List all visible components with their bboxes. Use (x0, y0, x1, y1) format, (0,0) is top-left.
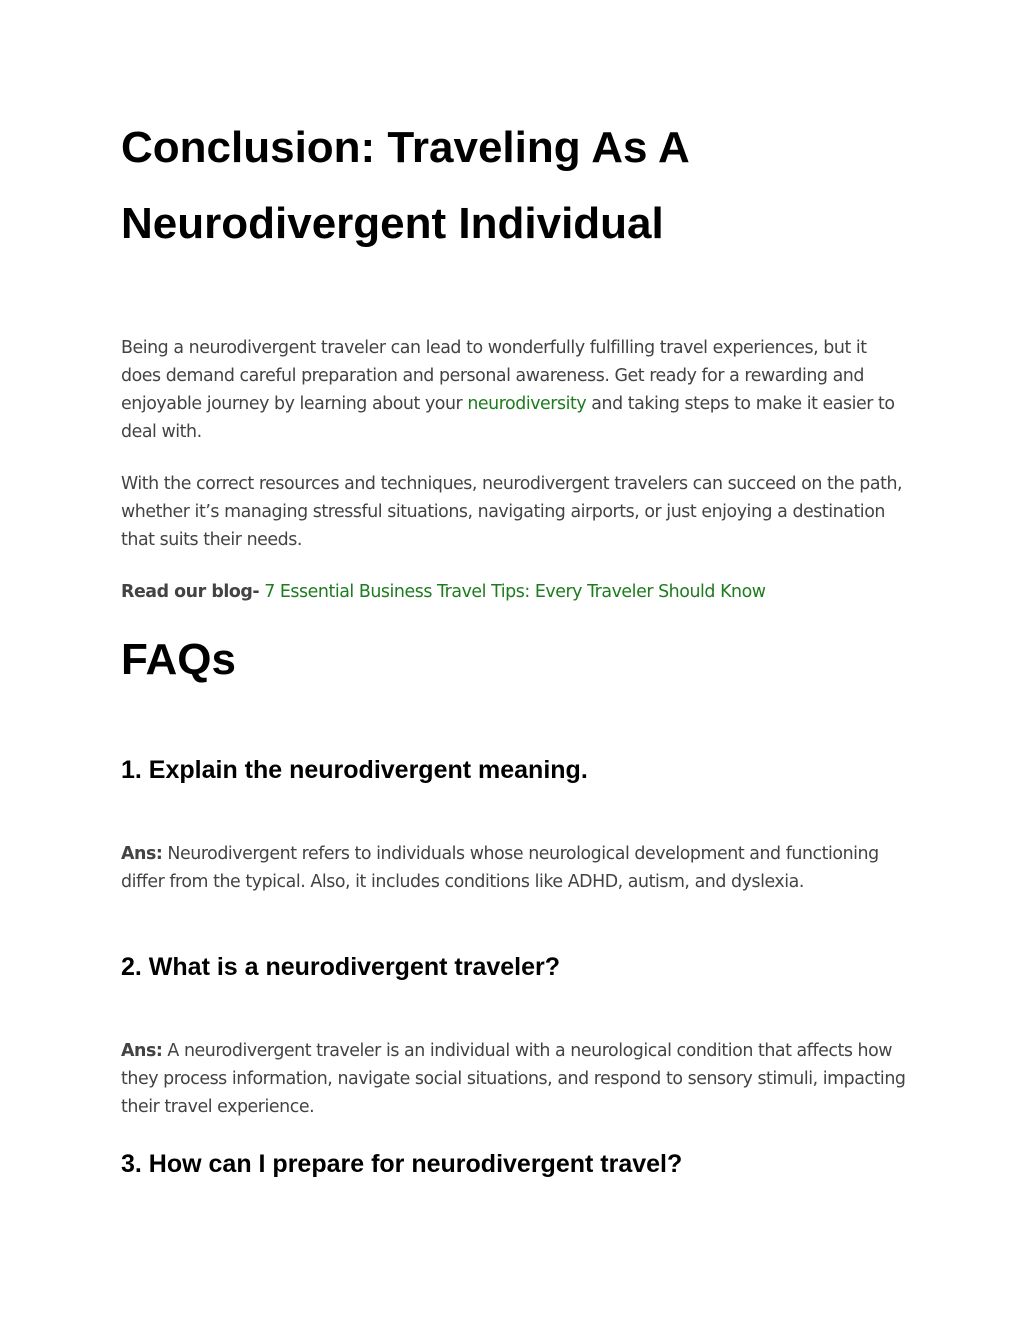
paragraph-text: and taking steps to make it easier to deal with. (121, 394, 895, 442)
answer-text: Neurodivergent refers to individuals whose neurological development and functioning differ from the typical. Also, it includes conditions like ADHD, autism, and dyslexia. (121, 844, 879, 892)
faq-question-1: 1. Explain the neurodivergent meaning. (121, 756, 588, 784)
faqs-heading: FAQs (121, 635, 236, 684)
conclusion-paragraph-1 (121, 334, 911, 446)
faq-answer-2 (121, 1037, 911, 1121)
answer-label: Ans: (121, 844, 163, 864)
answer-text: A neurodivergent traveler is an individual with a neurological condition that affects how they process information, navigate social situations, and respond to sensory stimuli, impacting their travel experience. (121, 1041, 906, 1117)
answer-label: Ans: (121, 1041, 163, 1061)
paragraph-text: Being a neurodivergent traveler can lead to wonderfully fulfilling travel experiences, but it does demand careful preparation and personal awareness. Get ready for a rewarding and enjoyable journey by learning about your (121, 338, 867, 414)
faq-answer-1 (121, 840, 911, 896)
read-blog-label: Read our blog- (121, 582, 260, 602)
neurodiversity-link[interactable]: neurodiversity (467, 394, 587, 414)
conclusion-paragraph-2: With the correct resources and techniques, neurodivergent travelers can succeed on the path, whether it’s managing stressful situations, navigating airports, or just enjoying a destination that suits their needs. (121, 474, 903, 550)
faq-question-2: 2. What is a neurodivergent traveler? (121, 953, 561, 981)
blog-post-link[interactable]: 7 Essential Business Travel Tips: Every Traveler Should Know (264, 582, 766, 602)
conclusion-heading: Conclusion: Traveling As A Neurodivergent Individual (121, 123, 689, 248)
faq-question-3: 3. How can I prepare for neurodivergent travel? (121, 1150, 683, 1178)
read-our-blog-line (121, 578, 911, 606)
